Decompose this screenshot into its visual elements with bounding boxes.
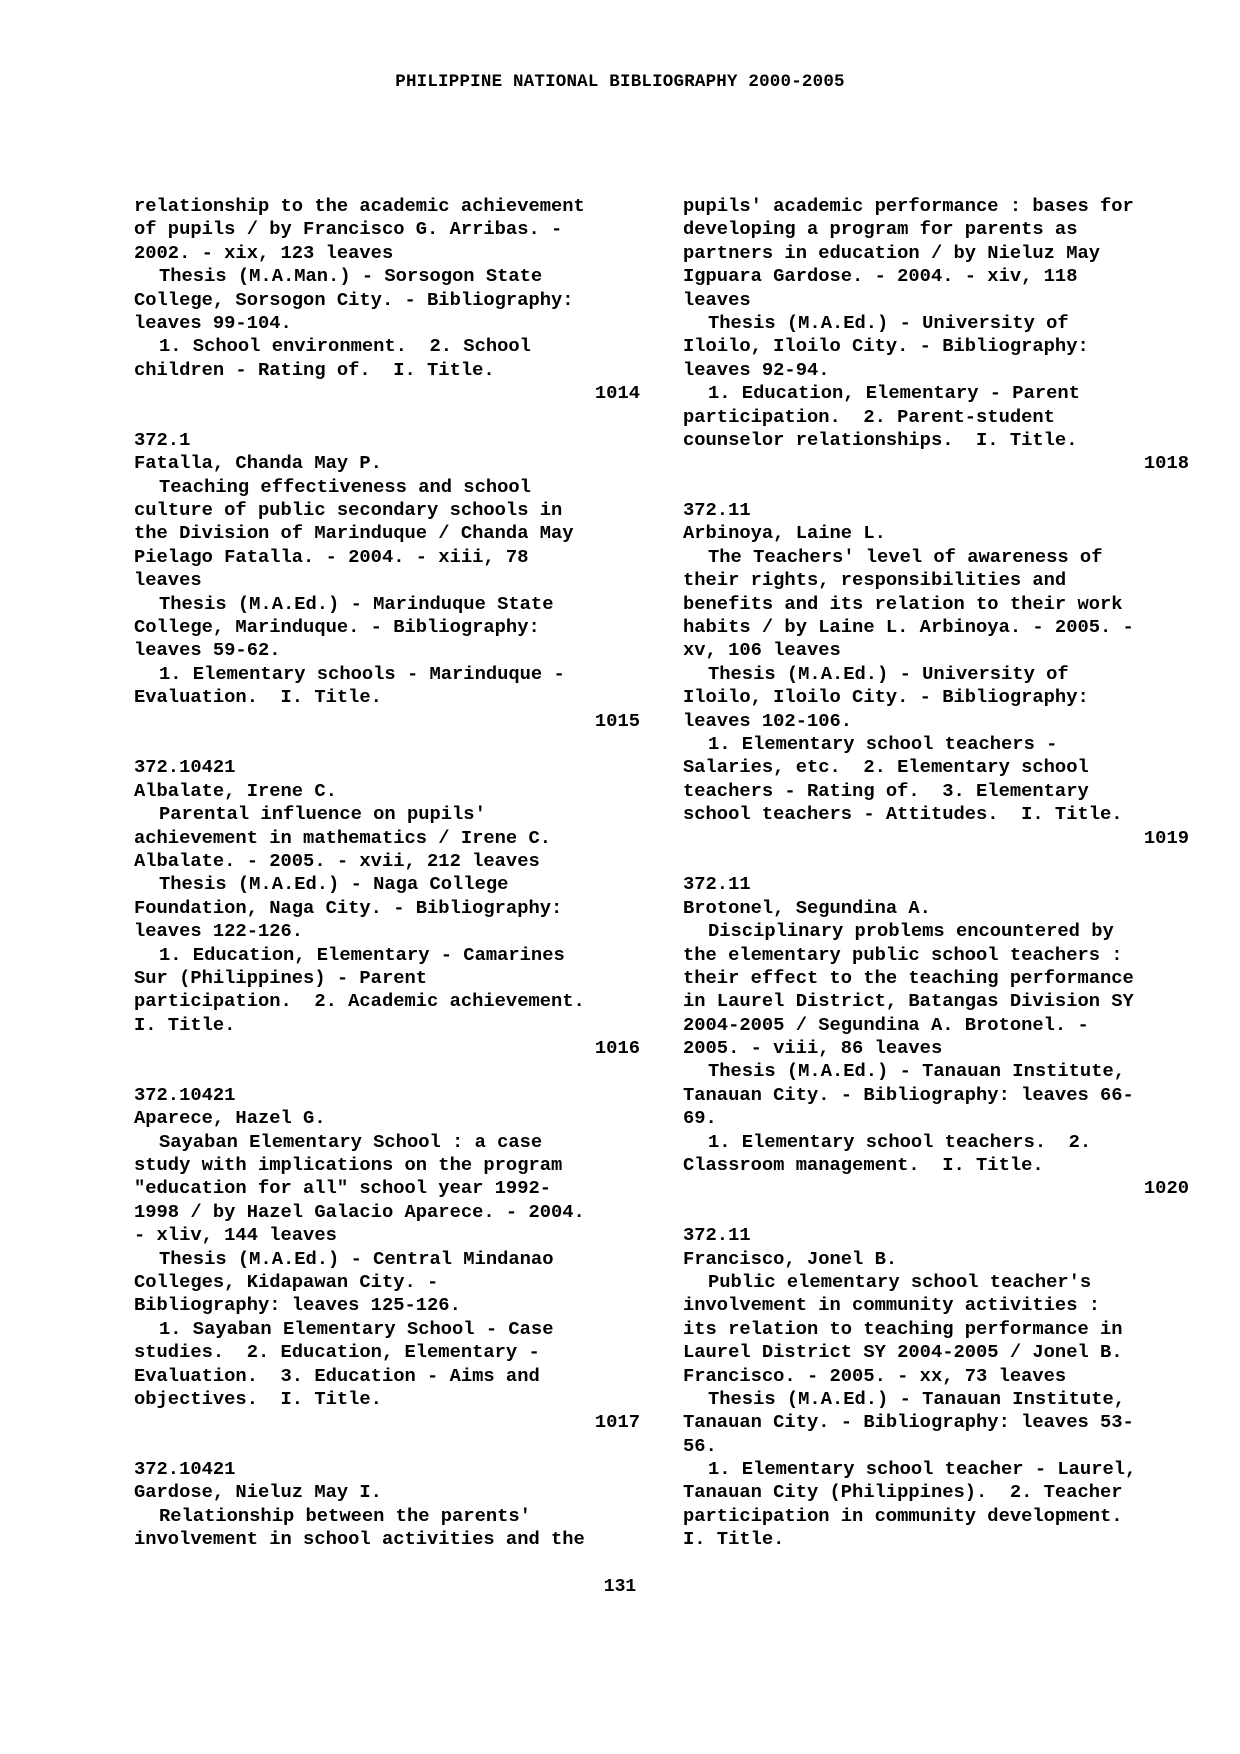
entry-line: Thesis (M.A.Ed.) - Tanauan Institute, xyxy=(708,1387,1126,1410)
entry-line: partners in education / by Nieluz May xyxy=(683,241,1101,264)
entry-spacer xyxy=(134,1435,640,1458)
entry-line: 1. Elementary schools - Marinduque - xyxy=(159,662,565,685)
entry-line: achievement in mathematics / Irene C. xyxy=(134,826,552,849)
entry-line: Thesis (M.A.Ed.) - Marinduque State xyxy=(159,592,554,615)
entry-line: 2005. - viii, 86 leaves xyxy=(683,1037,943,1060)
entry-line: 372.10421 xyxy=(134,1083,236,1106)
entry-line: leaves 122-126. xyxy=(134,920,304,943)
entry-line: involvement in school activities and the xyxy=(134,1528,585,1551)
entry-line: Public elementary school teacher's xyxy=(708,1270,1092,1293)
entry-line: Colleges, Kidapawan City. - xyxy=(134,1270,439,1293)
entry-line: xv, 106 leaves xyxy=(683,639,841,662)
entry-spacer xyxy=(134,1060,640,1083)
entry-line: the elementary public school teachers : xyxy=(683,943,1123,966)
entry-line: in Laurel District, Batangas Division SY xyxy=(683,990,1134,1013)
entry-line: Thesis (M.A.Ed.) - Central Mindanao xyxy=(159,1247,554,1270)
entry-line: Brotonel, Segundina A. xyxy=(683,896,931,919)
entry-line: Aparece, Hazel G. xyxy=(134,1107,326,1130)
entry-line: Sur (Philippines) - Parent xyxy=(134,966,428,989)
entry-line: of pupils / by Francisco G. Arribas. - xyxy=(134,218,563,241)
entry-line: school teachers - Attitudes. I. Title. xyxy=(683,803,1123,826)
entry-line: Parental influence on pupils' xyxy=(159,803,486,826)
entry-line: involvement in community activities : xyxy=(683,1294,1101,1317)
entry-line: Igpuara Gardose. - 2004. - xiv, 118 xyxy=(683,265,1078,288)
entry-line: Albalate, Irene C. xyxy=(134,779,337,802)
entry-line: Classroom management. I. Title. xyxy=(683,1154,1044,1177)
entry-line: 2004-2005 / Segundina A. Brotonel. - xyxy=(683,1013,1089,1036)
entry-spacer xyxy=(134,733,640,756)
entry-line: studies. 2. Education, Elementary - xyxy=(134,1341,540,1364)
entry-line: Thesis (M.A.Ed.) - Naga College xyxy=(159,873,509,896)
entry-line: Arbinoya, Laine L. xyxy=(683,522,886,545)
right-column xyxy=(683,195,1189,1552)
entry-line: 1. School environment. 2. School xyxy=(159,335,531,358)
entry-line: 1. Elementary school teacher - Laurel, xyxy=(708,1458,1137,1481)
entry-number: 1019 xyxy=(1143,826,1189,849)
entry-line: Fatalla, Chanda May P. xyxy=(134,452,382,475)
entry-line: objectives. I. Title. xyxy=(134,1387,382,1410)
entry-line: 1998 / by Hazel Galacio Aparece. - 2004. xyxy=(134,1200,585,1223)
page-header: PHILIPPINE NATIONAL BIBLIOGRAPHY 2000-2005 xyxy=(395,72,845,92)
entry-line: leaves xyxy=(134,569,202,592)
entry-line: 1. Education, Elementary - Parent xyxy=(708,382,1080,405)
entry-line: leaves 59-62. xyxy=(134,639,281,662)
entry-line: 372.11 xyxy=(683,1224,751,1247)
entry-line: their effect to the teaching performance xyxy=(683,966,1134,989)
entry-line: College, Marinduque. - Bibliography: xyxy=(134,616,540,639)
entry-line: Sayaban Elementary School : a case xyxy=(159,1130,543,1153)
entry-line: leaves 102-106. xyxy=(683,709,853,732)
entry-spacer xyxy=(683,850,1189,873)
entry-line: Foundation, Naga City. - Bibliography: xyxy=(134,896,563,919)
entry-line: I. Title. xyxy=(134,1013,236,1036)
entry-line: participation. 2. Parent-student xyxy=(683,405,1055,428)
entry-line: Evaluation. 3. Education - Aims and xyxy=(134,1364,540,1387)
entry-line: Bibliography: leaves 125-126. xyxy=(134,1294,461,1317)
entry-line: pupils' academic performance : bases for xyxy=(683,195,1134,217)
entry-line: Tanauan City (Philippines). 2. Teacher xyxy=(683,1481,1123,1504)
entry-line: participation in community development. xyxy=(683,1504,1123,1527)
entry-line: 372.1 xyxy=(134,428,191,451)
entry-line: 1. Elementary school teachers. 2. xyxy=(708,1130,1092,1153)
entry-line: Albalate. - 2005. - xvii, 212 leaves xyxy=(134,849,540,872)
entry-line: 69. xyxy=(683,1107,717,1130)
entry-line: leaves 92-94. xyxy=(683,358,830,381)
entry-line: study with implications on the program xyxy=(134,1154,563,1177)
entry-line: Disciplinary problems encountered by xyxy=(708,920,1114,943)
entry-line: its relation to teaching performance in xyxy=(683,1317,1123,1340)
entry-number: 1014 xyxy=(594,382,640,405)
entry-line: relationship to the academic achievement xyxy=(134,195,585,217)
entry-line: Laurel District SY 2004-2005 / Jonel B. xyxy=(683,1341,1123,1364)
entry-line: Teaching effectiveness and school xyxy=(159,475,531,498)
entry-line: Relationship between the parents' xyxy=(159,1504,531,1527)
entry-spacer xyxy=(683,1201,1189,1224)
entry-line: leaves xyxy=(683,288,751,311)
entry-line: Pielago Fatalla. - 2004. - xiii, 78 xyxy=(134,545,529,568)
entry-number: 1016 xyxy=(594,1037,640,1060)
entry-line: Tanauan City. - Bibliography: leaves 66- xyxy=(683,1083,1134,1106)
entry-line: children - Rating of. I. Title. xyxy=(134,358,495,381)
entry-line: 56. xyxy=(683,1434,717,1457)
entry-line: Salaries, etc. 2. Elementary school xyxy=(683,756,1089,779)
entry-line: 2002. - xix, 123 leaves xyxy=(134,241,394,264)
entry-line: College, Sorsogon City. - Bibliography: xyxy=(134,288,574,311)
entry-line: I. Title. xyxy=(683,1528,785,1551)
entry-line: 1. Education, Elementary - Camarines xyxy=(159,943,565,966)
page-number: 131 xyxy=(603,1577,637,1597)
entry-line: 372.10421 xyxy=(134,1458,236,1481)
entry-line: participation. 2. Academic achievement. xyxy=(134,990,585,1013)
entry-line: developing a program for parents as xyxy=(683,218,1078,241)
entry-line: Tanauan City. - Bibliography: leaves 53- xyxy=(683,1411,1134,1434)
entry-line: leaves 99-104. xyxy=(134,311,292,334)
entry-line: teachers - Rating of. 3. Elementary xyxy=(683,779,1089,802)
entry-line: the Division of Marinduque / Chanda May xyxy=(134,522,574,545)
entry-number: 1017 xyxy=(594,1411,640,1434)
entry-line: Thesis (M.A.Man.) - Sorsogon State xyxy=(159,265,543,288)
entry-spacer xyxy=(683,476,1189,499)
entry-line: culture of public secondary schools in xyxy=(134,499,563,522)
entry-line: 372.10421 xyxy=(134,756,236,779)
entry-line: 372.11 xyxy=(683,873,751,896)
entry-line: The Teachers' level of awareness of xyxy=(708,545,1103,568)
entry-line: Iloilo, Iloilo City. - Bibliography: xyxy=(683,335,1089,358)
entry-line: Gardose, Nieluz May I. xyxy=(134,1481,382,1504)
entry-line: habits / by Laine L. Arbinoya. - 2005. - xyxy=(683,616,1134,639)
entry-line: Iloilo, Iloilo City. - Bibliography: xyxy=(683,686,1089,709)
entry-line: 372.11 xyxy=(683,499,751,522)
entry-number: 1015 xyxy=(594,709,640,732)
entry-line: Thesis (M.A.Ed.) - University of xyxy=(708,662,1069,685)
left-column xyxy=(134,195,640,1552)
entry-line: benefits and its relation to their work xyxy=(683,592,1123,615)
entry-line: Thesis (M.A.Ed.) - Tanauan Institute, xyxy=(708,1060,1126,1083)
entry-spacer xyxy=(134,406,640,429)
entry-line: their rights, responsibilities and xyxy=(683,569,1067,592)
entry-line: 1. Sayaban Elementary School - Case xyxy=(159,1317,554,1340)
entry-number: 1018 xyxy=(1143,452,1189,475)
entry-line: - xliv, 144 leaves xyxy=(134,1224,337,1247)
entry-line: 1. Elementary school teachers - xyxy=(708,732,1058,755)
entry-line: Evaluation. I. Title. xyxy=(134,686,382,709)
entry-line: Thesis (M.A.Ed.) - University of xyxy=(708,311,1069,334)
entry-number: 1020 xyxy=(1143,1177,1189,1200)
entry-line: Francisco, Jonel B. xyxy=(683,1247,898,1270)
entry-line: Francisco. - 2005. - xx, 73 leaves xyxy=(683,1364,1067,1387)
entry-line: counselor relationships. I. Title. xyxy=(683,428,1078,451)
entry-line: "education for all" school year 1992- xyxy=(134,1177,552,1200)
